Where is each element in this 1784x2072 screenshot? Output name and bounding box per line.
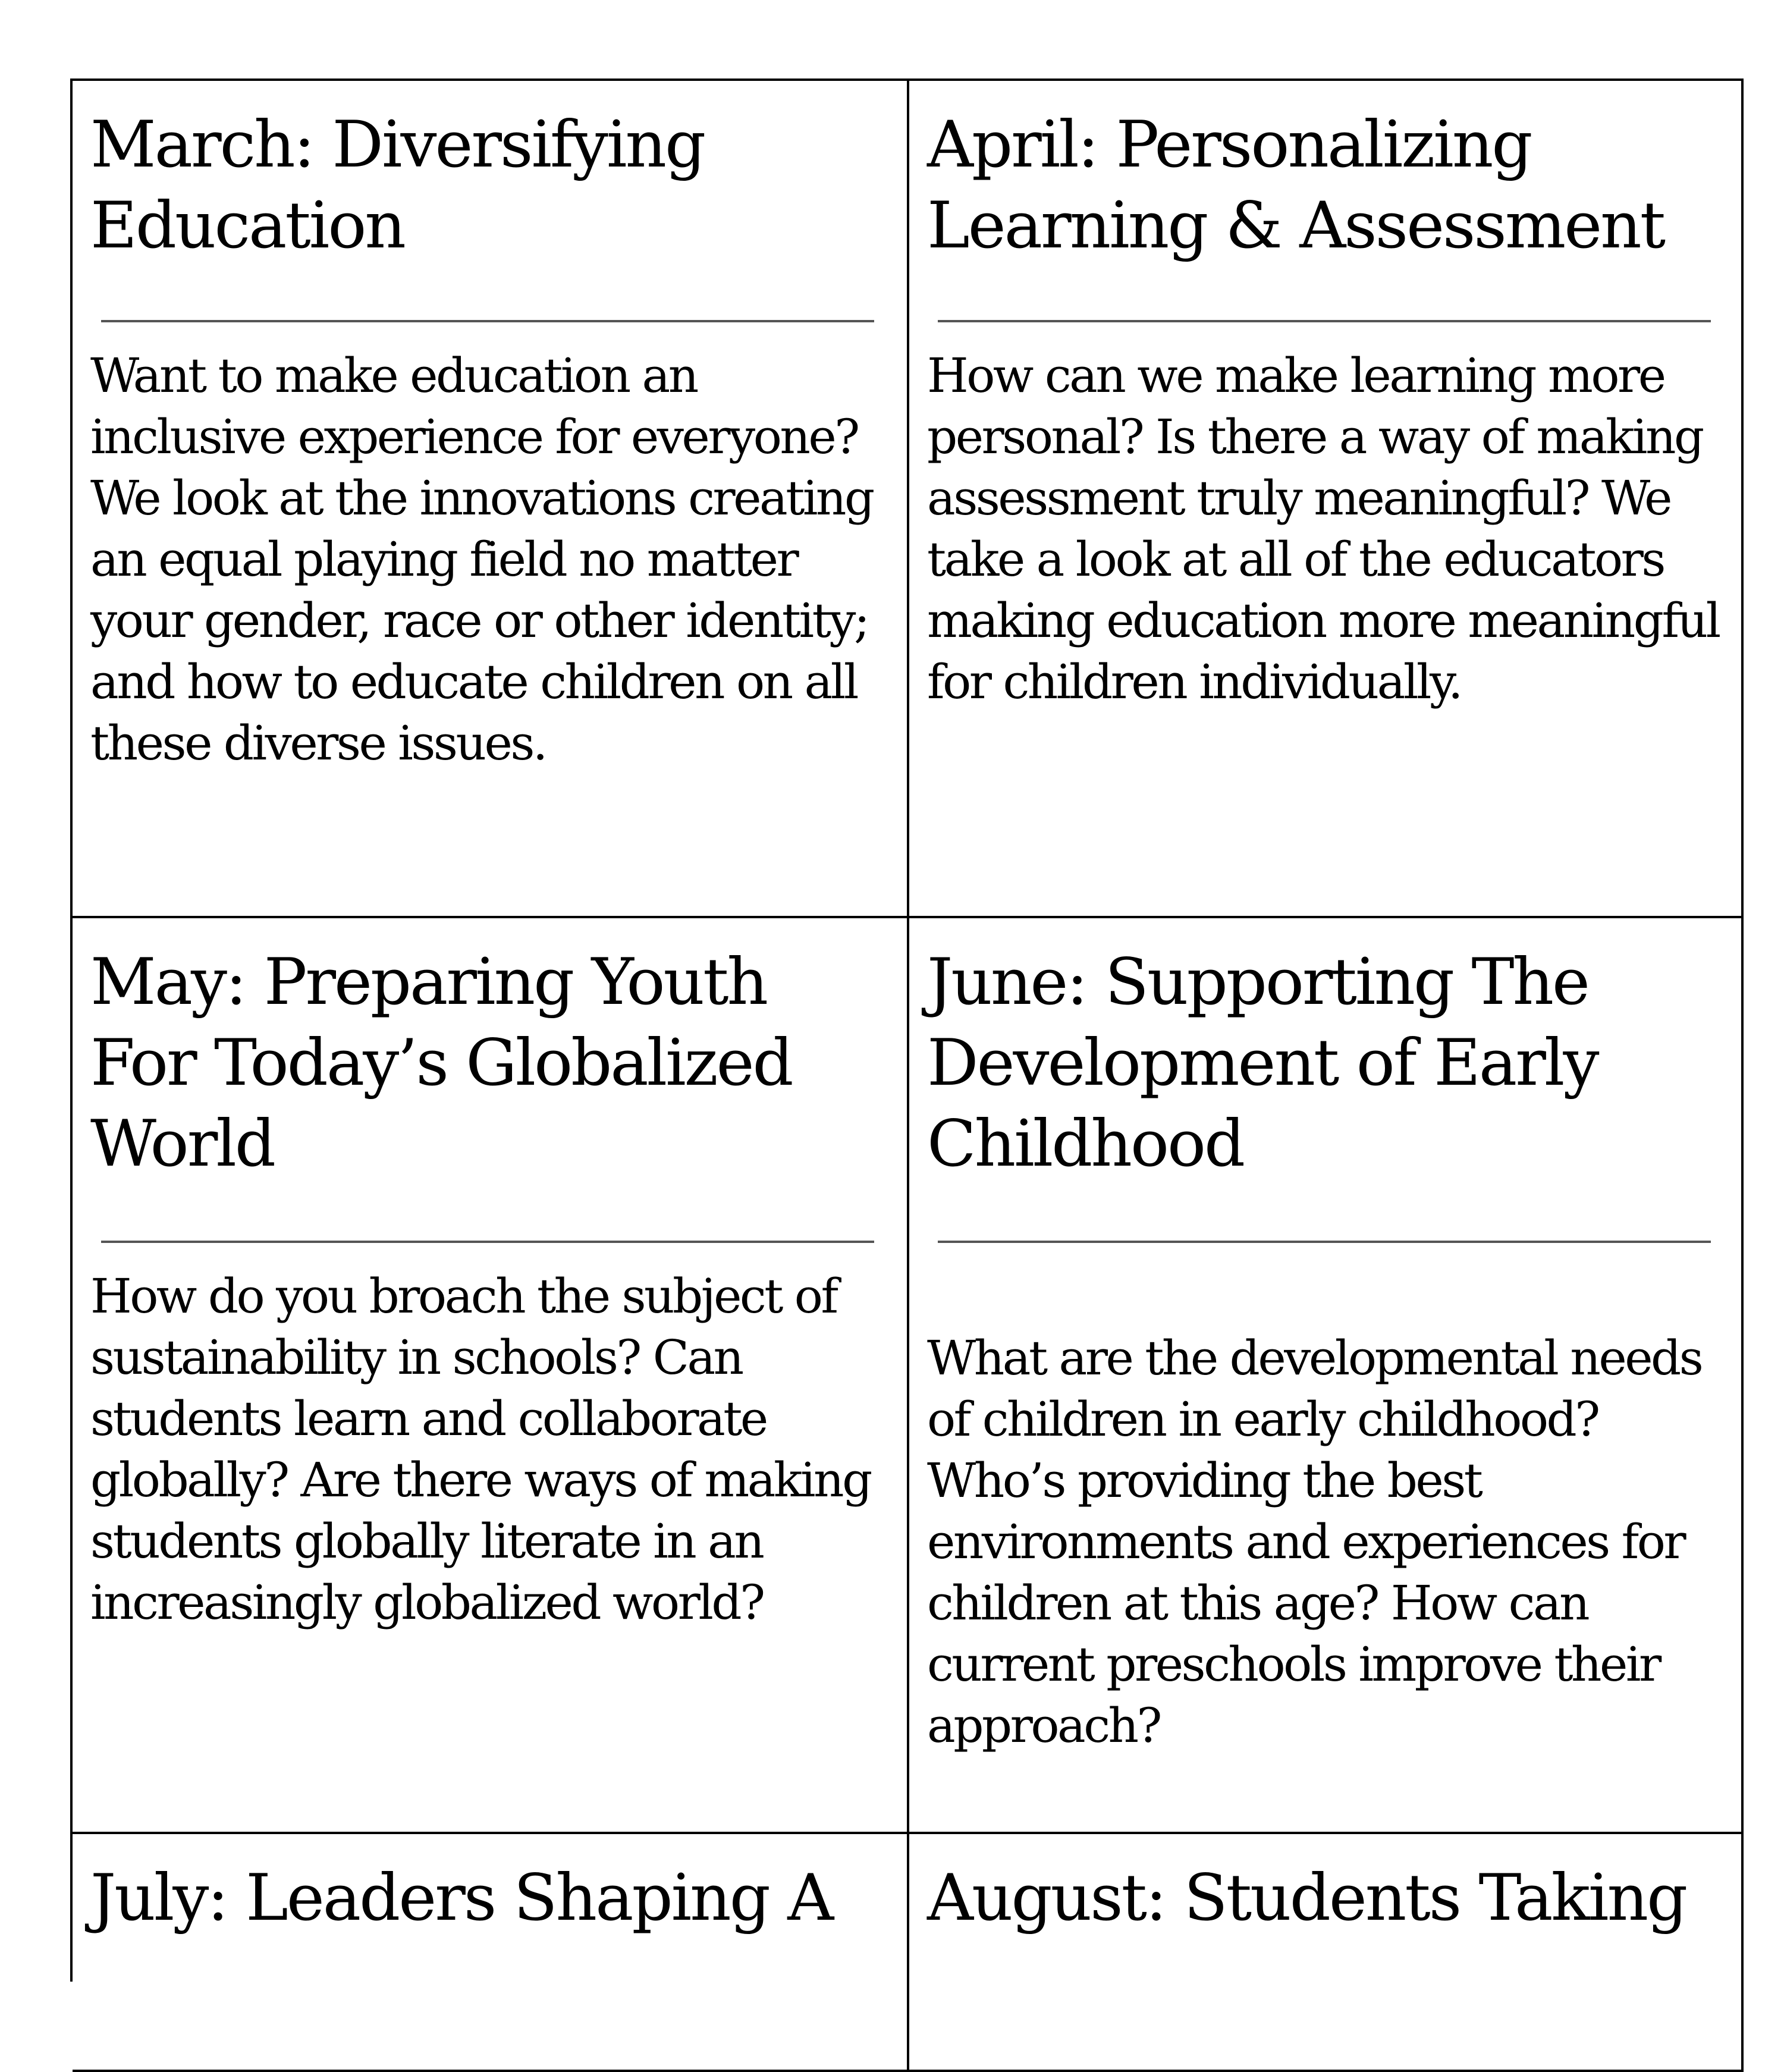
card-title: June: Supporting The Development of Early Childhood: [927, 945, 1598, 1181]
card-divider: [938, 1241, 1711, 1243]
card-description: Want to make education an inclusive experience for everyone? We look at the innovations creating an equal playing field no matter your gender, race or other identity; and how to educate children on all these diverse issues.: [90, 348, 873, 771]
card-divider: [101, 1241, 874, 1243]
card-description: How do you broach the subject of sustainability in schools? Can students learn and collaborate globally? Are there ways of making students globally literate in an increasingly globalized world?: [90, 1269, 871, 1630]
card-title: August: Students Taking: [927, 1861, 1686, 1935]
card-description: What are the developmental needs of children in early childhood? Who’s providing the best environments and experiences for children at this age? How can current preschools improve their approach?: [927, 1330, 1702, 1753]
topic-card-april: [909, 81, 1744, 918]
topic-card-may: [73, 918, 909, 1834]
topics-table: [70, 79, 1744, 1982]
card-divider: [938, 320, 1711, 322]
card-title: March: Diversifying Education: [90, 108, 705, 263]
topic-card-august: [909, 1834, 1744, 2072]
topic-card-june: [909, 918, 1744, 1834]
topic-card-july: [73, 1834, 909, 2072]
card-title: July: Leaders Shaping A: [90, 1861, 833, 1935]
card-title: May: Preparing Youth For Today’s Globalized World: [90, 945, 792, 1181]
card-title: April: Personalizing Learning & Assessment: [927, 108, 1664, 263]
card-description: How can we make learning more personal? Is there a way of making assessment truly meaningful? We take a look at all of the educators making education more meaningful for children individually.: [927, 348, 1719, 709]
topic-card-march: [73, 81, 909, 918]
card-divider: [101, 320, 874, 322]
